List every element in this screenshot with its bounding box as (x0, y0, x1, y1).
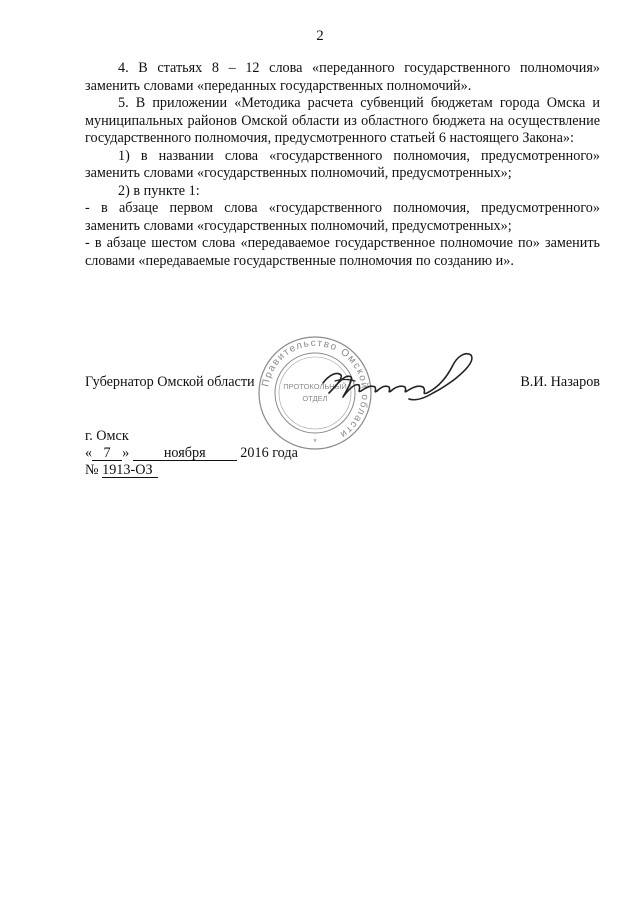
seal-inner-text-2: ОТДЕЛ (302, 394, 328, 403)
date-day: 7 (92, 446, 122, 461)
signer-title: Губернатор Омской области (85, 374, 255, 390)
signer-name: В.И. Назаров (520, 374, 600, 390)
page-number: 2 (316, 28, 324, 44)
seal-outer-text: Правительство Омской области (260, 337, 371, 441)
paragraph-subitem-1: 1) в названии слова «государственного полномочия, предусмотренного» заменить словами «государственных полномочий, предусмотренных»; (85, 147, 600, 181)
document-body (85, 60, 600, 270)
paragraph-dash-2: - в абзаце шестом слова «передаваемое государственное полномочие по» заменить словами «передаваемые государственные полномочия по созданию и». (85, 235, 600, 269)
seal-inner-text-1: ПРОТОКОЛЬНЫЙ (283, 382, 347, 391)
law-number-line (85, 462, 405, 479)
date-year: 2016 года (240, 445, 298, 461)
paragraph-subitem-2: 2) в пункте 1: (118, 182, 200, 199)
date-quote-open: « (85, 445, 93, 461)
law-number-prefix: № (85, 462, 99, 478)
place-date-block (85, 428, 405, 479)
paragraph-item-4: 4. В статьях 8 – 12 слова «переданного государственного полномочия» заменить словами «переданных государственных полномочий». (85, 60, 600, 94)
paragraph-dash-1: - в абзаце первом слова «государственного полномочия, предусмотренного» заменить словами «государственных полномочий, предусмотренных»; (85, 200, 600, 234)
city-line: г. Омск (85, 428, 129, 444)
date-month: ноября (133, 446, 237, 461)
seal-star: * (313, 437, 317, 447)
handwritten-signature-icon (315, 345, 495, 415)
law-number: 1913-ОЗ (102, 463, 158, 478)
paragraph-item-5: 5. В приложении «Методика расчета субвенций бюджетам города Омска и муниципальных районов Омской области из областного бюджета на осуществление государственного полномочия, предусмотренного статьей 6 настоящего Закона»: (85, 95, 600, 146)
date-quote-close: » (122, 445, 130, 461)
date-line (85, 445, 405, 462)
